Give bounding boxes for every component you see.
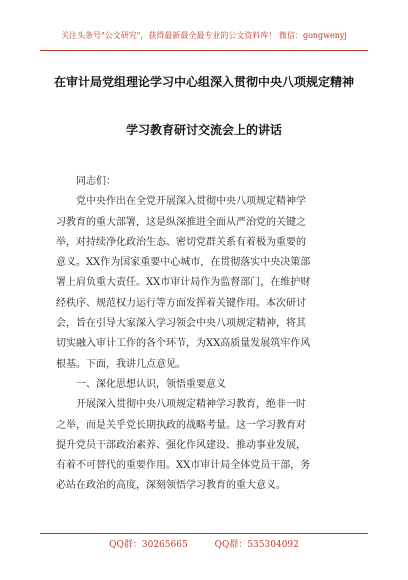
paragraph-1-line: 经秩序、规范权力运行等方面发挥着关键作用。本次研讨 — [56, 297, 306, 309]
paragraph-2-line: 有着不可替代的重要作用。XX市审计局全体党员干部，务 — [56, 460, 311, 472]
header-divider — [40, 50, 368, 51]
paragraph-1-line: 切实融入审计工作的各个环节，为XX高质量发展筑牢作风 — [56, 338, 311, 350]
footer-qq-group-1: QQ群：30265665 — [109, 540, 188, 550]
header-promo-note: 关注头条号"公文研究"，获得最新最全最专业的公文资料库！ 微信：gongwenyj — [61, 31, 347, 40]
salutation: 同志们： — [76, 176, 116, 187]
document-body — [56, 172, 356, 497]
paragraph-1-line: 署上肩负重大责任。XX市审计局作为监督部门，在维护财 — [56, 277, 311, 289]
paragraph-2-line: 之举，而是关乎党长期执政的战略考量。这一学习教育对 — [56, 419, 306, 431]
document-title-line-2: 学习教育研讨交流会上的讲话 — [125, 123, 282, 137]
footer-qq-group-2: QQ群：535304092 — [214, 540, 299, 550]
paragraph-1-line: 举，对持续净化政治生态、密切党群关系有着极为重要的 — [56, 236, 306, 248]
paragraph-2-line: 提升党员干部政治素养、强化作风建设、推动事业发展， — [56, 439, 306, 451]
section-1-heading: 一、深化思想认识，领悟重要意义 — [76, 378, 226, 390]
paragraph-2-line: 开展深入贯彻中央八项规定精神学习教育，绝非一时 — [76, 399, 306, 411]
paragraph-1-line: 习教育的重大部署，这是纵深推进全面从严治党的关键之 — [56, 216, 306, 228]
paragraph-2-line: 必站在政治的高度，深刻领悟学习教育的重大意义。 — [56, 480, 286, 492]
footer-divider — [40, 533, 368, 534]
paragraph-1-line: 根基。下面，我讲几点意见。 — [56, 358, 186, 370]
paragraph-1-line: 意义。XX作为国家重要中心城市，在贯彻落实中央决策部 — [56, 257, 311, 269]
document-title-line-1: 在审计局党组理论学习中心组深入贯彻中央八项规定精神 — [53, 75, 354, 89]
paragraph-1-line: 党中央作出在全党开展深入贯彻中央八项规定精神学 — [76, 196, 306, 208]
paragraph-1-line: 会，旨在引导大家深入学习领会中央八项规定精神，将其 — [56, 318, 306, 330]
footer-contact — [0, 537, 408, 550]
